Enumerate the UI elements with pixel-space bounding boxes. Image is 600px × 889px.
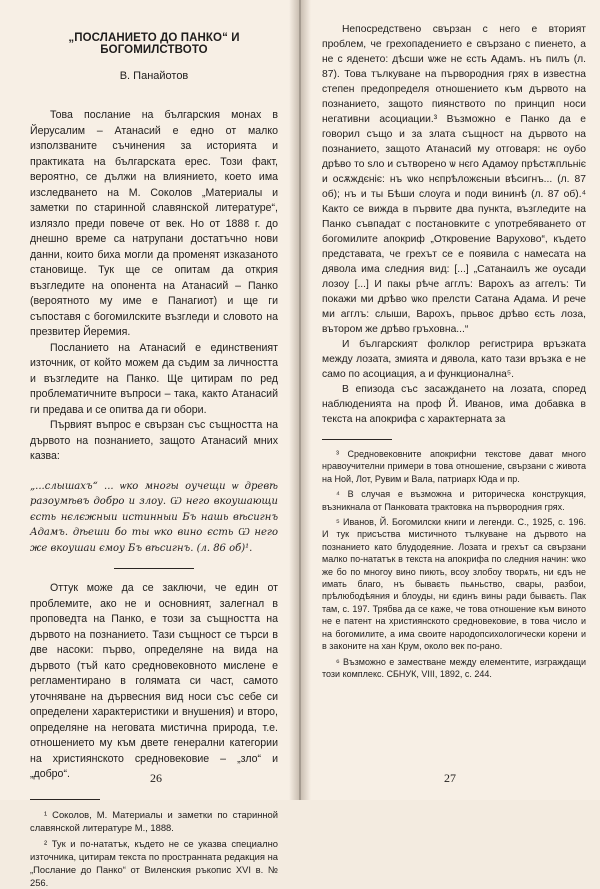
paragraph-3: Първият въпрос е свързан със същността на дървото на познанието, защото Атанасий мних казва: <box>30 419 278 462</box>
paragraph-6: И българският фолклор регистрира връзката между лозата, змията и дявола, като тази връзка е не само по асоциация, а и функционална⁵. <box>322 339 586 380</box>
footnote-divider <box>30 799 100 800</box>
page-number-right: 27 <box>444 771 456 785</box>
paragraph-1: Това послание на българския монах в Йерусалим – Атанасий е едно от малко използваните съчинения за историята и практиката на българската ерес. Този факт, вероятно, се дължи на влиянието, което има изследването на М. Соколов „Материалы и заметки по старинной славянской литературе“, излязло преди повече от век. Но от 1888 г. до днешно време са натрупани достатъчно нови данни, които биха могли да променят изказаното становище. Тук ще се опитам да открия възгледите на опонента на Атанасий – Панко (вероятното му име е Панагиот) и ще ги съпоставя с богомилските възгледи и словото на презвитер Йеремия. <box>30 109 278 338</box>
paragraph-4: Оттук може да се заключи, че един от проблемите, ако не и основният, залегнал в проповедта на Панко, е този за същността на дървото на познанието. Тази същност се търси в две насоки: първо, определяне на вида на дървото (тъй като средновековното мислене е регламентирано в голямата си част, самото уточняване на дървесния вид носи със себе си определени характеристики и внушения) и второ, определяне на неговата мистична природа, т.е. отношението му към двете генерални категории на християнското средновековие – „зло“ и „добро“. <box>30 582 278 780</box>
footnote-1: ¹ Соколов, М. Материалы и заметки по старинной славянской литературе М., 1888. <box>30 808 278 833</box>
right-page <box>300 0 600 800</box>
footnote-2: ² Тук и по-нататък, където не се указва специално източника, цитирам текста по пространната редакция на „Послание до Панко“ от Виленския ръкопис XVI в. № 256. <box>30 837 278 888</box>
footnote-6: ⁶ Възможно е заместване между елементите, изграждащи този комплекс. СБНУК, VIII, 1892, с. 244. <box>322 656 586 679</box>
article-title: „ПОСЛАНИЕТО ДО ПАНКО“ И БОГОМИЛСТВОТО <box>68 32 240 56</box>
footnote-divider-right <box>322 439 392 440</box>
footnote-5: ⁵ Иванов, Й. Богомилски книги и легенди. С., 1925, с. 196. И тук присъства мистичното тълкуване на дървото на познанието като блудодеяние. Лозата и грехът са свързани малко по-нататък в текста на апокрифа по следния начин: ѡко же бо по многоу вино пиють, всоу злобоу творѧть, ни єдъ не имать благо, нъ бываєть пьѧньство, свары, разбои, прѣлюбодѣяния и блоуды, ни єдинъ вины ради бываєть. Пак там, с. 197. Трябва да се каже, че това отношение към виното не е патент на християнското средновековие, в това число и на богомилите, а има своите народопсихологически корени и в законите на хан Крум, около век по-рано. <box>322 517 586 652</box>
quote-divider <box>114 568 194 569</box>
slavonic-quote: „...слышахъ“ ... ѡко многы оучещи ѡ древѣ разоумѣвъ добро и злоу. Ѡ него вкоушающи єсть нєлєжныи истинныи Бъ нашь вѣсигнъ Адамъ. дѣеши бо ты ѡко вино єсть Ѡ него же вкоушаи ємоу Бъ вѣсигнъ. (л. 86 об)¹. <box>30 480 278 554</box>
paragraph-5: Непосредствено свързан с него е вторият проблем, че грехопадението е свързано с пиенето, а не с яденето: дѣсши ѡже не єсть Адамъ. нъ пилъ (л. 87). Това тълкуване на първородния грях в известна степен предопределя отношението към дървото на познанието, защото пиянството по принцип носи негативни асоциации.³ Възможно е Панко да е говорил също и за злата същност на дървото на познанието, защото Атанасий му отговаря: нє оубо дрѣво то ѕло и сътворено ѡ нєго Адамоу прѣстѫпльніє и осѫждєніє: нъ ѡко нєпрѣложєныи вѣсигнъ... (л. 87 об); нъ и ты Бѣши слоуга и поди вининѣ (л. 87 об).⁴ Както се вижда в първите два пункта, възгледите на Панко съвпадат с постановките с употребяването от богомилите апокриф „Откровение Варухово“, където представата, че грехът се е появила с намесата на дявола има следния вид: [...] „Сатанаилъ же оусади лозоу [...] И пакы рѣче агглъ: Варохъ аз аггелъ: Ти покажи ми дрѣво ѡко прелсти Сатана Адама. И рече ми агглъ: слыши, Варохъ, прьвоє дрѣво єсть лоза, вътором же дрѣво гръховна...“ <box>322 24 586 335</box>
paragraph-7: В епизода със засаждането на лозата, според наблюденията на проф Й. Иванов, има добавка в текста на апокрифа с характерната за <box>322 384 586 425</box>
paragraph-2: Посланието на Атанасий е единственият източник, от който можем да съдим за личността и възгледите на Панко. Ще цитирам по ред проблематичните въпроси – така, както Атанасий ги предава и се опитва да ги обори. <box>30 341 278 416</box>
page-number-left: 26 <box>150 771 162 785</box>
footnote-4: ⁴ В случая е възможна и риторическа конструкция, възникнала от Панковата трактовка на първородния грях. <box>322 489 586 512</box>
left-page <box>0 0 300 888</box>
article-author: В. Панайотов <box>119 70 189 82</box>
footnote-3: ³ Средновековните апокрифни текстове дават много нравоучителни примери в това отношение, свързани с живота на Ной, Лот, Рувим и Вала, патриарх Юда и пр. <box>322 449 586 484</box>
